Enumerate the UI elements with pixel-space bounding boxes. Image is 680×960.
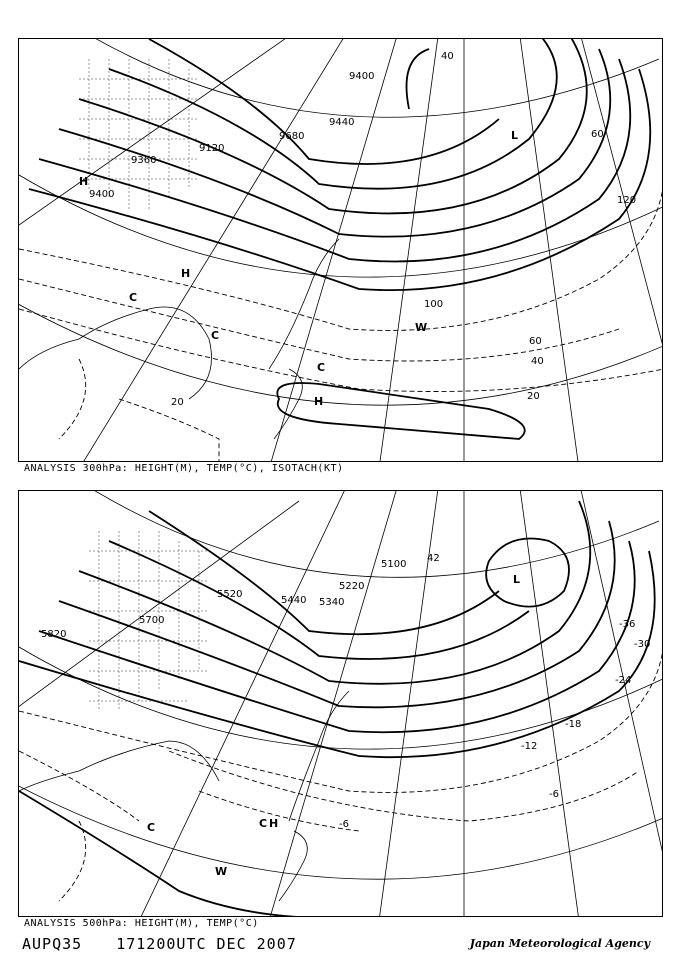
isotach-label: 40: [441, 51, 454, 62]
isotach-label: 120: [617, 195, 637, 206]
agency-credit: Japan Meteorological Agency: [469, 937, 650, 950]
height-label: 5820: [41, 629, 67, 640]
height-label: 9400: [349, 71, 375, 82]
map-300hpa-graphic: [19, 39, 663, 462]
low-center: L: [511, 129, 519, 142]
high-center: H: [269, 817, 279, 830]
height-label: 9400: [89, 189, 115, 200]
high-center: H: [181, 267, 191, 280]
height-contours: [29, 39, 650, 439]
caption-300hpa: ANALYSIS 300hPa: HEIGHT(M), TEMP(°C), ISOTACH(KT): [24, 463, 344, 474]
isotach-label: 20: [527, 391, 540, 402]
map-panel-500hpa: [18, 490, 663, 917]
isotach-label: 40: [531, 356, 544, 367]
height-label: 5100: [381, 559, 407, 570]
cold-center: C: [211, 329, 220, 342]
warm-center: W: [415, 321, 428, 334]
height-label: 5220: [339, 581, 365, 592]
isotach-label: 100: [424, 299, 444, 310]
graticule: [19, 491, 663, 917]
height-label: 5440: [281, 595, 307, 606]
temp-label: 42: [427, 553, 440, 564]
valid-time: 171200UTC DEC 2007: [116, 935, 297, 953]
graticule: [19, 39, 663, 462]
isotach-label: 60: [529, 336, 542, 347]
high-center: H: [314, 395, 324, 408]
isotach-label-group: [171, 51, 636, 408]
map-500hpa-graphic: [19, 491, 663, 917]
map-panel-300hpa: [18, 38, 663, 462]
low-center: L: [513, 573, 521, 586]
temp-label: -6: [549, 789, 559, 800]
height-label: 9360: [131, 155, 157, 166]
high-center: H: [79, 175, 89, 188]
height-label: 9680: [279, 131, 305, 142]
temp-label: -24: [615, 675, 632, 686]
height-label: 5520: [217, 589, 243, 600]
cold-center: C: [317, 361, 326, 374]
isotach-label: 60: [591, 129, 604, 140]
height-label: 9120: [199, 143, 225, 154]
height-label: 5340: [319, 597, 345, 608]
warm-center: W: [215, 865, 228, 878]
caption-500hpa: ANALYSIS 500hPa: HEIGHT(M), TEMP(°C): [24, 918, 259, 929]
cold-center: C: [129, 291, 138, 304]
chart-identifier: [22, 935, 321, 953]
cold-center: C: [147, 821, 156, 834]
chart-code: AUPQ35: [22, 935, 83, 953]
coastline: [19, 239, 339, 439]
height-label: 9440: [329, 117, 355, 128]
coastline: [19, 691, 349, 901]
temp-label: -36: [619, 619, 636, 630]
temp-label: -18: [565, 719, 582, 730]
temp-label: -6: [339, 819, 349, 830]
height-label-group: [41, 559, 406, 640]
temp-label: -30: [634, 639, 651, 650]
temp-label: -12: [521, 741, 538, 752]
height-label: 5700: [139, 615, 165, 626]
isotach-label: 20: [171, 397, 184, 408]
isotach-contours: [19, 179, 663, 462]
temperature-contours: [19, 641, 663, 901]
cold-center: C: [259, 817, 268, 830]
